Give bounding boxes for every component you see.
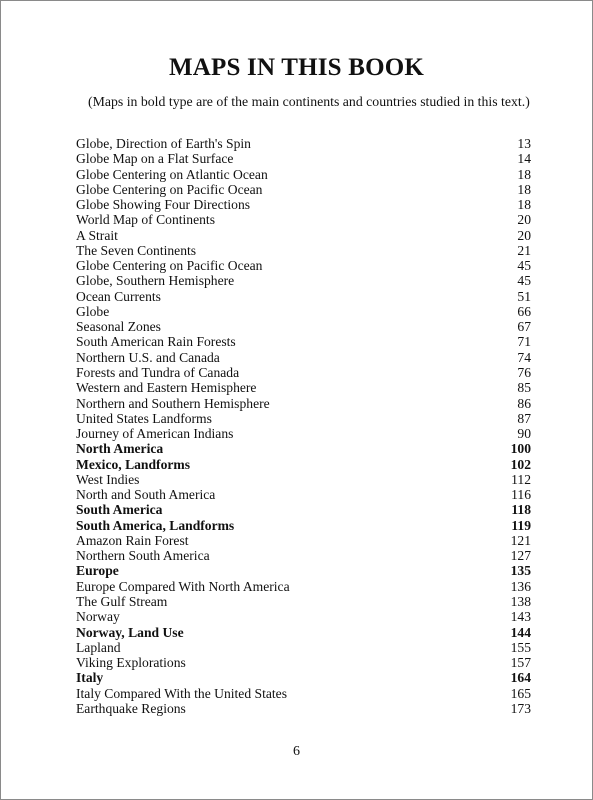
- map-entry-title: Norway: [76, 609, 120, 625]
- map-entry-title: Journey of American Indians: [76, 426, 234, 442]
- map-entry-title: South America: [76, 502, 163, 518]
- map-entry-title: United States Landforms: [76, 410, 212, 426]
- map-entry-title: North America: [76, 441, 164, 457]
- map-entry-title: West Indies: [76, 471, 140, 487]
- map-entry-page-number: 157: [510, 655, 531, 671]
- map-entry: [76, 396, 531, 411]
- map-entry: [76, 319, 531, 334]
- map-entry: [76, 365, 531, 380]
- map-entry-page-number: 74: [517, 349, 531, 365]
- map-entry: [76, 686, 531, 701]
- map-entry: [76, 472, 531, 487]
- map-entry-title: Northern South America: [76, 548, 210, 564]
- map-entry-page-number: 144: [510, 624, 531, 640]
- map-entry: [76, 289, 531, 304]
- map-entry-title: Viking Explorations: [76, 655, 186, 671]
- map-entry: [76, 594, 531, 609]
- map-entry: [76, 151, 531, 166]
- map-entry-title: South American Rain Forests: [76, 334, 236, 350]
- map-entry-title: Amazon Rain Forest: [76, 532, 189, 548]
- map-entry-title: Globe Showing Four Directions: [76, 197, 251, 213]
- map-entry-page-number: 13: [517, 136, 531, 151]
- map-entry: [76, 258, 531, 273]
- map-entry-page-number: 18: [517, 166, 531, 182]
- map-entry: [76, 273, 531, 288]
- map-entry: [76, 441, 531, 456]
- map-entry-title: Earthquake Regions: [76, 700, 186, 716]
- map-entry-page-number: 155: [510, 639, 531, 655]
- map-entry: [76, 426, 531, 441]
- map-entry-title: Globe Centering on Pacific Ocean: [76, 258, 263, 274]
- map-entry-page-number: 121: [510, 532, 531, 548]
- map-entry: [76, 487, 531, 502]
- map-entry-title: The Gulf Stream: [76, 593, 168, 609]
- map-entry-page-number: 86: [517, 395, 531, 411]
- map-entry: [76, 304, 531, 319]
- map-entry-title: Forests and Tundra of Canada: [76, 364, 240, 380]
- map-entry-page-number: 118: [511, 502, 531, 518]
- map-entry: [76, 350, 531, 365]
- maps-list: [76, 136, 531, 716]
- map-entry: [76, 182, 531, 197]
- map-entry: [76, 548, 531, 563]
- map-entry: [76, 212, 531, 227]
- map-entry: [76, 670, 531, 685]
- page-number: 6: [293, 744, 300, 759]
- map-entry: [76, 136, 531, 151]
- map-entry-page-number: 173: [510, 700, 531, 716]
- map-entry-page-number: 76: [517, 364, 531, 380]
- map-entry-page-number: 127: [510, 548, 531, 564]
- map-entry-page-number: 119: [511, 517, 531, 533]
- map-entry-page-number: 87: [517, 410, 531, 426]
- map-entry-title: Globe, Direction of Earth's Spin: [76, 136, 251, 151]
- map-entry-page-number: 51: [517, 288, 531, 304]
- map-entry: [76, 411, 531, 426]
- map-entry: [76, 625, 531, 640]
- map-entry-page-number: 14: [517, 151, 531, 167]
- map-entry-page-number: 18: [517, 197, 531, 213]
- map-entry: [76, 167, 531, 182]
- map-entry-title: Europe: [76, 563, 119, 579]
- map-entry-title: Norway, Land Use: [76, 624, 184, 640]
- map-entry-title: Globe: [76, 303, 110, 319]
- map-entry-page-number: 112: [511, 471, 531, 487]
- map-entry-page-number: 135: [510, 563, 531, 579]
- map-entry-page-number: 102: [510, 456, 531, 472]
- map-entry-title: Mexico, Landforms: [76, 456, 191, 472]
- map-entry-page-number: 21: [517, 242, 531, 258]
- map-entry-title: Europe Compared With North America: [76, 578, 290, 594]
- map-entry-title: Lapland: [76, 639, 121, 655]
- map-entry-title: South America, Landforms: [76, 517, 235, 533]
- map-entry-title: A Strait: [76, 227, 118, 243]
- map-entry-page-number: 138: [510, 593, 531, 609]
- map-entry: [76, 701, 531, 716]
- map-entry-page-number: 116: [511, 487, 531, 503]
- page-title: MAPS IN THIS BOOK: [168, 54, 425, 81]
- map-entry-title: Italy: [76, 670, 104, 686]
- map-entry-title: Italy Compared With the United States: [76, 685, 287, 701]
- map-entry-title: Western and Eastern Hemisphere: [76, 380, 257, 396]
- map-entry-page-number: 20: [517, 212, 531, 228]
- map-entry-page-number: 100: [510, 441, 531, 457]
- map-entry-title: Northern U.S. and Canada: [76, 349, 220, 365]
- map-entry-page-number: 20: [517, 227, 531, 243]
- map-entry-title: Globe Map on a Flat Surface: [76, 151, 234, 167]
- map-entry-title: World Map of Continents: [76, 212, 215, 228]
- map-entry-title: Globe Centering on Atlantic Ocean: [76, 166, 268, 182]
- map-entry: [76, 563, 531, 578]
- map-entry: [76, 518, 531, 533]
- map-entry-page-number: 90: [517, 426, 531, 442]
- map-entry-page-number: 143: [510, 609, 531, 625]
- map-entry-page-number: 71: [517, 334, 531, 350]
- map-entry-title: Ocean Currents: [76, 288, 161, 304]
- map-entry-page-number: 67: [517, 319, 531, 335]
- map-entry-page-number: 18: [517, 181, 531, 197]
- map-entry: [76, 609, 531, 624]
- map-entry-title: North and South America: [76, 487, 216, 503]
- map-entry-page-number: 85: [517, 380, 531, 396]
- map-entry-title: Northern and Southern Hemisphere: [76, 395, 270, 411]
- map-entry: [76, 197, 531, 212]
- map-entry: [76, 380, 531, 395]
- map-entry-title: Seasonal Zones: [76, 319, 161, 335]
- map-entry: [76, 457, 531, 472]
- map-entry: [76, 243, 531, 258]
- map-entry: [76, 640, 531, 655]
- map-entry-title: Globe Centering on Pacific Ocean: [76, 181, 263, 197]
- map-entry-page-number: 164: [510, 670, 531, 686]
- map-entry: [76, 334, 531, 349]
- map-entry: [76, 579, 531, 594]
- map-entry-title: The Seven Continents: [76, 242, 197, 258]
- bold-type-note: (Maps in bold type are of the main continents and countries studied in this text.): [88, 94, 530, 109]
- map-entry: [76, 228, 531, 243]
- map-entry-page-number: 136: [510, 578, 531, 594]
- map-entry: [76, 655, 531, 670]
- map-entry-title: Globe, Southern Hemisphere: [76, 273, 235, 289]
- map-entry: [76, 502, 531, 517]
- map-entry-page-number: 45: [517, 258, 531, 274]
- map-entry-page-number: 45: [517, 273, 531, 289]
- map-entry-page-number: 165: [510, 685, 531, 701]
- map-entry-page-number: 66: [517, 303, 531, 319]
- map-entry: [76, 533, 531, 548]
